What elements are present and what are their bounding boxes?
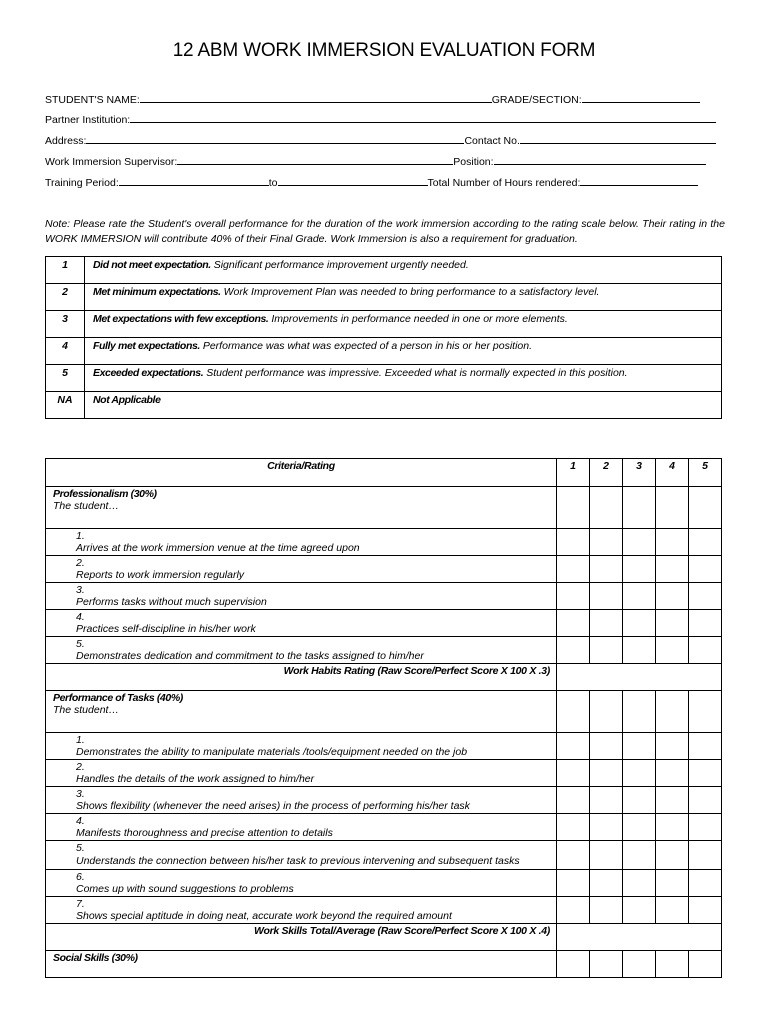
criteria-item-row xyxy=(46,787,722,814)
criteria-item xyxy=(46,610,557,637)
section-title-cell xyxy=(46,691,557,733)
section-total-label: Work Skills Total/Average (Raw Score/Perfect Score X 100 X .4) xyxy=(46,924,557,951)
rating-cell[interactable] xyxy=(590,733,623,760)
partner-institution-label: Partner Institution: xyxy=(45,114,131,126)
rating-desc-text: Improvements in performance needed in one or more elements. xyxy=(271,313,568,325)
rating-cell[interactable] xyxy=(689,691,722,733)
rating-scale-table xyxy=(45,256,722,419)
item-text: Arrives at the work immersion venue at the time agreed upon xyxy=(76,542,360,554)
rating-desc-text: Performance was what was expected of a person in his or her position. xyxy=(202,340,533,352)
rating-cell[interactable] xyxy=(689,951,722,978)
training-start-blank[interactable] xyxy=(119,176,269,186)
criteria-item-row xyxy=(46,583,722,610)
rating-scale-row xyxy=(46,257,722,284)
to-label: to xyxy=(268,177,278,189)
section-total-value[interactable] xyxy=(557,664,722,691)
rating-cell[interactable] xyxy=(656,870,689,897)
rating-desc-text: Student performance was impressive. Exceeded what is normally expected in this position. xyxy=(206,367,628,379)
rating-cell[interactable] xyxy=(656,897,689,924)
section-total-row xyxy=(46,664,722,691)
rating-label: Exceeded expectations. xyxy=(93,367,204,379)
criteria-item xyxy=(46,814,557,841)
section-subtitle: The student… xyxy=(53,500,119,512)
total-hours-label: Total Number of Hours rendered: xyxy=(427,177,581,189)
rating-cell[interactable] xyxy=(656,951,689,978)
rating-cell[interactable] xyxy=(590,951,623,978)
item-number: 5. xyxy=(76,842,85,854)
section-total-row xyxy=(46,924,722,951)
rating-note: Note: Please rate the Student's overall performance for the duration of the work immersion according to the rating scale below. Their rating in the WORK IMMERSION will contribute 40% of their Final Grade. Work Immersion is also a requirement for graduation. xyxy=(45,218,725,245)
rating-cell[interactable] xyxy=(689,814,722,841)
criteria-item-row xyxy=(46,870,722,897)
rating-description xyxy=(85,284,722,311)
item-text: Shows flexibility (whenever the need arises) in the process of performing his/her task xyxy=(76,800,470,812)
rating-cell[interactable] xyxy=(656,556,689,583)
item-text: Handles the details of the work assigned to him/her xyxy=(76,773,315,785)
criteria-item-row xyxy=(46,760,722,787)
partner-institution-blank[interactable] xyxy=(130,113,716,123)
item-number: 1. xyxy=(76,734,85,746)
rating-scale-row xyxy=(46,284,722,311)
rating-cell[interactable] xyxy=(689,760,722,787)
training-period-label: Training Period: xyxy=(45,177,119,189)
rating-cell[interactable] xyxy=(590,691,623,733)
rating-description xyxy=(85,311,722,338)
criteria-item xyxy=(46,529,557,556)
grade-section-blank[interactable] xyxy=(582,93,700,103)
rating-cell[interactable] xyxy=(590,787,623,814)
rating-column-header: 5 xyxy=(689,459,722,487)
item-number: 5. xyxy=(76,638,85,650)
rating-column-header: 3 xyxy=(623,459,656,487)
rating-cell[interactable] xyxy=(557,814,590,841)
criteria-item xyxy=(46,733,557,760)
rating-scale-row xyxy=(46,365,722,392)
total-hours-blank[interactable] xyxy=(580,176,698,186)
rating-cell[interactable] xyxy=(689,556,722,583)
rating-cell[interactable] xyxy=(557,897,590,924)
criteria-item-row xyxy=(46,529,722,556)
rating-cell[interactable] xyxy=(656,814,689,841)
criteria-item xyxy=(46,583,557,610)
item-text: Manifests thoroughness and precise attention to details xyxy=(76,827,333,839)
rating-code: NA xyxy=(46,392,85,419)
criteria-item xyxy=(46,556,557,583)
criteria-item xyxy=(46,897,557,924)
rating-cell[interactable] xyxy=(689,787,722,814)
rating-cell[interactable] xyxy=(557,870,590,897)
item-text: Demonstrates dedication and commitment to the tasks assigned to him/her xyxy=(76,650,424,662)
rating-cell[interactable] xyxy=(557,583,590,610)
section-title-cell xyxy=(46,487,557,529)
item-number: 6. xyxy=(76,871,85,883)
item-number: 4. xyxy=(76,815,85,827)
rating-code: 5 xyxy=(46,365,85,392)
rating-desc-text: Significant performance improvement urgently needed. xyxy=(213,259,469,271)
section-subtitle: The student… xyxy=(53,704,119,716)
item-number: 4. xyxy=(76,611,85,623)
rating-cell[interactable] xyxy=(623,870,656,897)
section-title: Professionalism (30%) xyxy=(53,488,157,500)
rating-cell[interactable] xyxy=(557,529,590,556)
item-number: 3. xyxy=(76,788,85,800)
position-label: Position: xyxy=(453,156,494,168)
rating-label: Met expectations with few exceptions. xyxy=(93,313,269,325)
rating-cell[interactable] xyxy=(623,733,656,760)
item-text: Practices self-discipline in his/her work xyxy=(76,623,256,635)
criteria-table xyxy=(45,458,722,978)
student-name-label: STUDENT'S NAME: xyxy=(45,94,140,106)
criteria-item-row xyxy=(46,841,722,870)
rating-cell[interactable] xyxy=(590,529,623,556)
training-end-blank[interactable] xyxy=(278,176,428,186)
section-header-row xyxy=(46,691,722,733)
section-header-row xyxy=(46,487,722,529)
rating-cell[interactable] xyxy=(623,760,656,787)
rating-column-header: 2 xyxy=(590,459,623,487)
criteria-item-row xyxy=(46,733,722,760)
rating-code: 1 xyxy=(46,257,85,284)
section-title-cell xyxy=(46,951,557,978)
partner-institution-row xyxy=(45,113,725,126)
address-blank[interactable] xyxy=(86,134,464,144)
rating-cell[interactable] xyxy=(623,691,656,733)
rating-cell[interactable] xyxy=(590,610,623,637)
rating-scale-row xyxy=(46,338,722,365)
rating-cell[interactable] xyxy=(590,814,623,841)
rating-cell[interactable] xyxy=(557,951,590,978)
item-text: Comes up with sound suggestions to problems xyxy=(76,883,294,895)
section-total-value[interactable] xyxy=(557,924,722,951)
criteria-item-row xyxy=(46,637,722,664)
item-text: Performs tasks without much supervision xyxy=(76,596,267,608)
rating-cell[interactable] xyxy=(656,787,689,814)
rating-column-header: 4 xyxy=(656,459,689,487)
rating-cell[interactable] xyxy=(689,870,722,897)
section-header-row xyxy=(46,951,722,978)
rating-cell[interactable] xyxy=(623,610,656,637)
criteria-item xyxy=(46,841,557,870)
supervisor-row xyxy=(45,155,725,168)
address-row xyxy=(45,134,725,147)
criteria-item-row xyxy=(46,814,722,841)
rating-label: Fully met expectations. xyxy=(93,340,200,352)
rating-scale-row xyxy=(46,392,722,419)
rating-cell[interactable] xyxy=(590,487,623,529)
rating-cell[interactable] xyxy=(557,637,590,664)
position-blank[interactable] xyxy=(494,155,706,165)
rating-cell[interactable] xyxy=(623,556,656,583)
criteria-item xyxy=(46,637,557,664)
rating-cell[interactable] xyxy=(656,760,689,787)
rating-cell[interactable] xyxy=(590,870,623,897)
grade-section-label: GRADE/SECTION: xyxy=(491,94,582,106)
rating-code: 4 xyxy=(46,338,85,365)
rating-cell[interactable] xyxy=(656,529,689,556)
rating-description xyxy=(85,392,722,419)
rating-cell[interactable] xyxy=(623,814,656,841)
rating-cell[interactable] xyxy=(689,487,722,529)
rating-cell[interactable] xyxy=(590,637,623,664)
address-label: Address: xyxy=(45,135,87,147)
rating-cell[interactable] xyxy=(623,487,656,529)
student-name-blank[interactable] xyxy=(140,93,492,103)
supervisor-blank[interactable] xyxy=(177,155,453,165)
rating-cell[interactable] xyxy=(689,529,722,556)
rating-label: Did not meet expectation. xyxy=(93,259,211,271)
rating-cell[interactable] xyxy=(557,691,590,733)
criteria-item-row xyxy=(46,610,722,637)
rating-cell[interactable] xyxy=(623,951,656,978)
section-title: Social Skills (30%) xyxy=(53,952,138,964)
rating-cell[interactable] xyxy=(590,760,623,787)
item-number: 2. xyxy=(76,761,85,773)
rating-code: 2 xyxy=(46,284,85,311)
student-name-row xyxy=(45,93,725,106)
item-text: Shows special aptitude in doing neat, accurate work beyond the required amount xyxy=(76,910,452,922)
item-number: 2. xyxy=(76,557,85,569)
rating-cell[interactable] xyxy=(656,583,689,610)
rating-cell[interactable] xyxy=(557,733,590,760)
rating-cell[interactable] xyxy=(590,841,623,870)
rating-label: Met minimum expectations. xyxy=(93,286,221,298)
criteria-header: Criteria/Rating xyxy=(46,459,557,487)
criteria-item xyxy=(46,760,557,787)
rating-cell[interactable] xyxy=(689,637,722,664)
item-text: Reports to work immersion regularly xyxy=(76,569,245,581)
rating-cell[interactable] xyxy=(689,583,722,610)
rating-cell[interactable] xyxy=(557,487,590,529)
rating-column-header: 1 xyxy=(557,459,590,487)
supervisor-label: Work Immersion Supervisor: xyxy=(45,156,178,168)
rating-cell[interactable] xyxy=(623,583,656,610)
rating-cell[interactable] xyxy=(557,841,590,870)
rating-cell[interactable] xyxy=(656,610,689,637)
item-number: 3. xyxy=(76,584,85,596)
rating-cell[interactable] xyxy=(656,841,689,870)
criteria-header-row xyxy=(46,459,722,487)
rating-cell[interactable] xyxy=(689,897,722,924)
training-period-row xyxy=(45,176,725,189)
criteria-item-row xyxy=(46,897,722,924)
rating-cell[interactable] xyxy=(623,637,656,664)
rating-cell[interactable] xyxy=(656,487,689,529)
rating-scale-row xyxy=(46,311,722,338)
criteria-item-row xyxy=(46,556,722,583)
rating-label: Not Applicable xyxy=(93,394,161,406)
rating-cell[interactable] xyxy=(557,760,590,787)
rating-cell[interactable] xyxy=(689,610,722,637)
rating-cell[interactable] xyxy=(590,556,623,583)
criteria-item xyxy=(46,787,557,814)
item-number: 7. xyxy=(76,898,85,910)
rating-description xyxy=(85,365,722,392)
rating-cell[interactable] xyxy=(689,841,722,870)
section-title: Performance of Tasks (40%) xyxy=(53,692,183,704)
item-text: Demonstrates the ability to manipulate materials /tools/equipment needed on the job xyxy=(76,746,468,758)
form-title: 12 ABM WORK IMMERSION EVALUATION FORM xyxy=(172,40,596,61)
rating-cell[interactable] xyxy=(557,556,590,583)
rating-cell[interactable] xyxy=(623,897,656,924)
rating-cell[interactable] xyxy=(557,610,590,637)
rating-code: 3 xyxy=(46,311,85,338)
rating-cell[interactable] xyxy=(590,897,623,924)
section-total-label: Work Habits Rating (Raw Score/Perfect Score X 100 X .3) xyxy=(46,664,557,691)
rating-cell[interactable] xyxy=(656,691,689,733)
rating-description xyxy=(85,338,722,365)
rating-cell[interactable] xyxy=(689,733,722,760)
rating-cell[interactable] xyxy=(590,583,623,610)
rating-cell[interactable] xyxy=(623,787,656,814)
item-number: 1. xyxy=(76,530,85,542)
contact-no-label: Contact No. xyxy=(464,135,520,147)
rating-description xyxy=(85,257,722,284)
rating-cell[interactable] xyxy=(557,787,590,814)
rating-desc-text: Work Improvement Plan was needed to bring performance to a satisfactory level. xyxy=(223,286,600,298)
criteria-item xyxy=(46,870,557,897)
rating-cell[interactable] xyxy=(623,529,656,556)
rating-cell[interactable] xyxy=(656,733,689,760)
rating-cell[interactable] xyxy=(623,841,656,870)
rating-cell[interactable] xyxy=(656,637,689,664)
item-text: Understands the connection between his/her task to previous intervening and subsequent tasks xyxy=(76,855,520,867)
contact-no-blank[interactable] xyxy=(520,134,716,144)
